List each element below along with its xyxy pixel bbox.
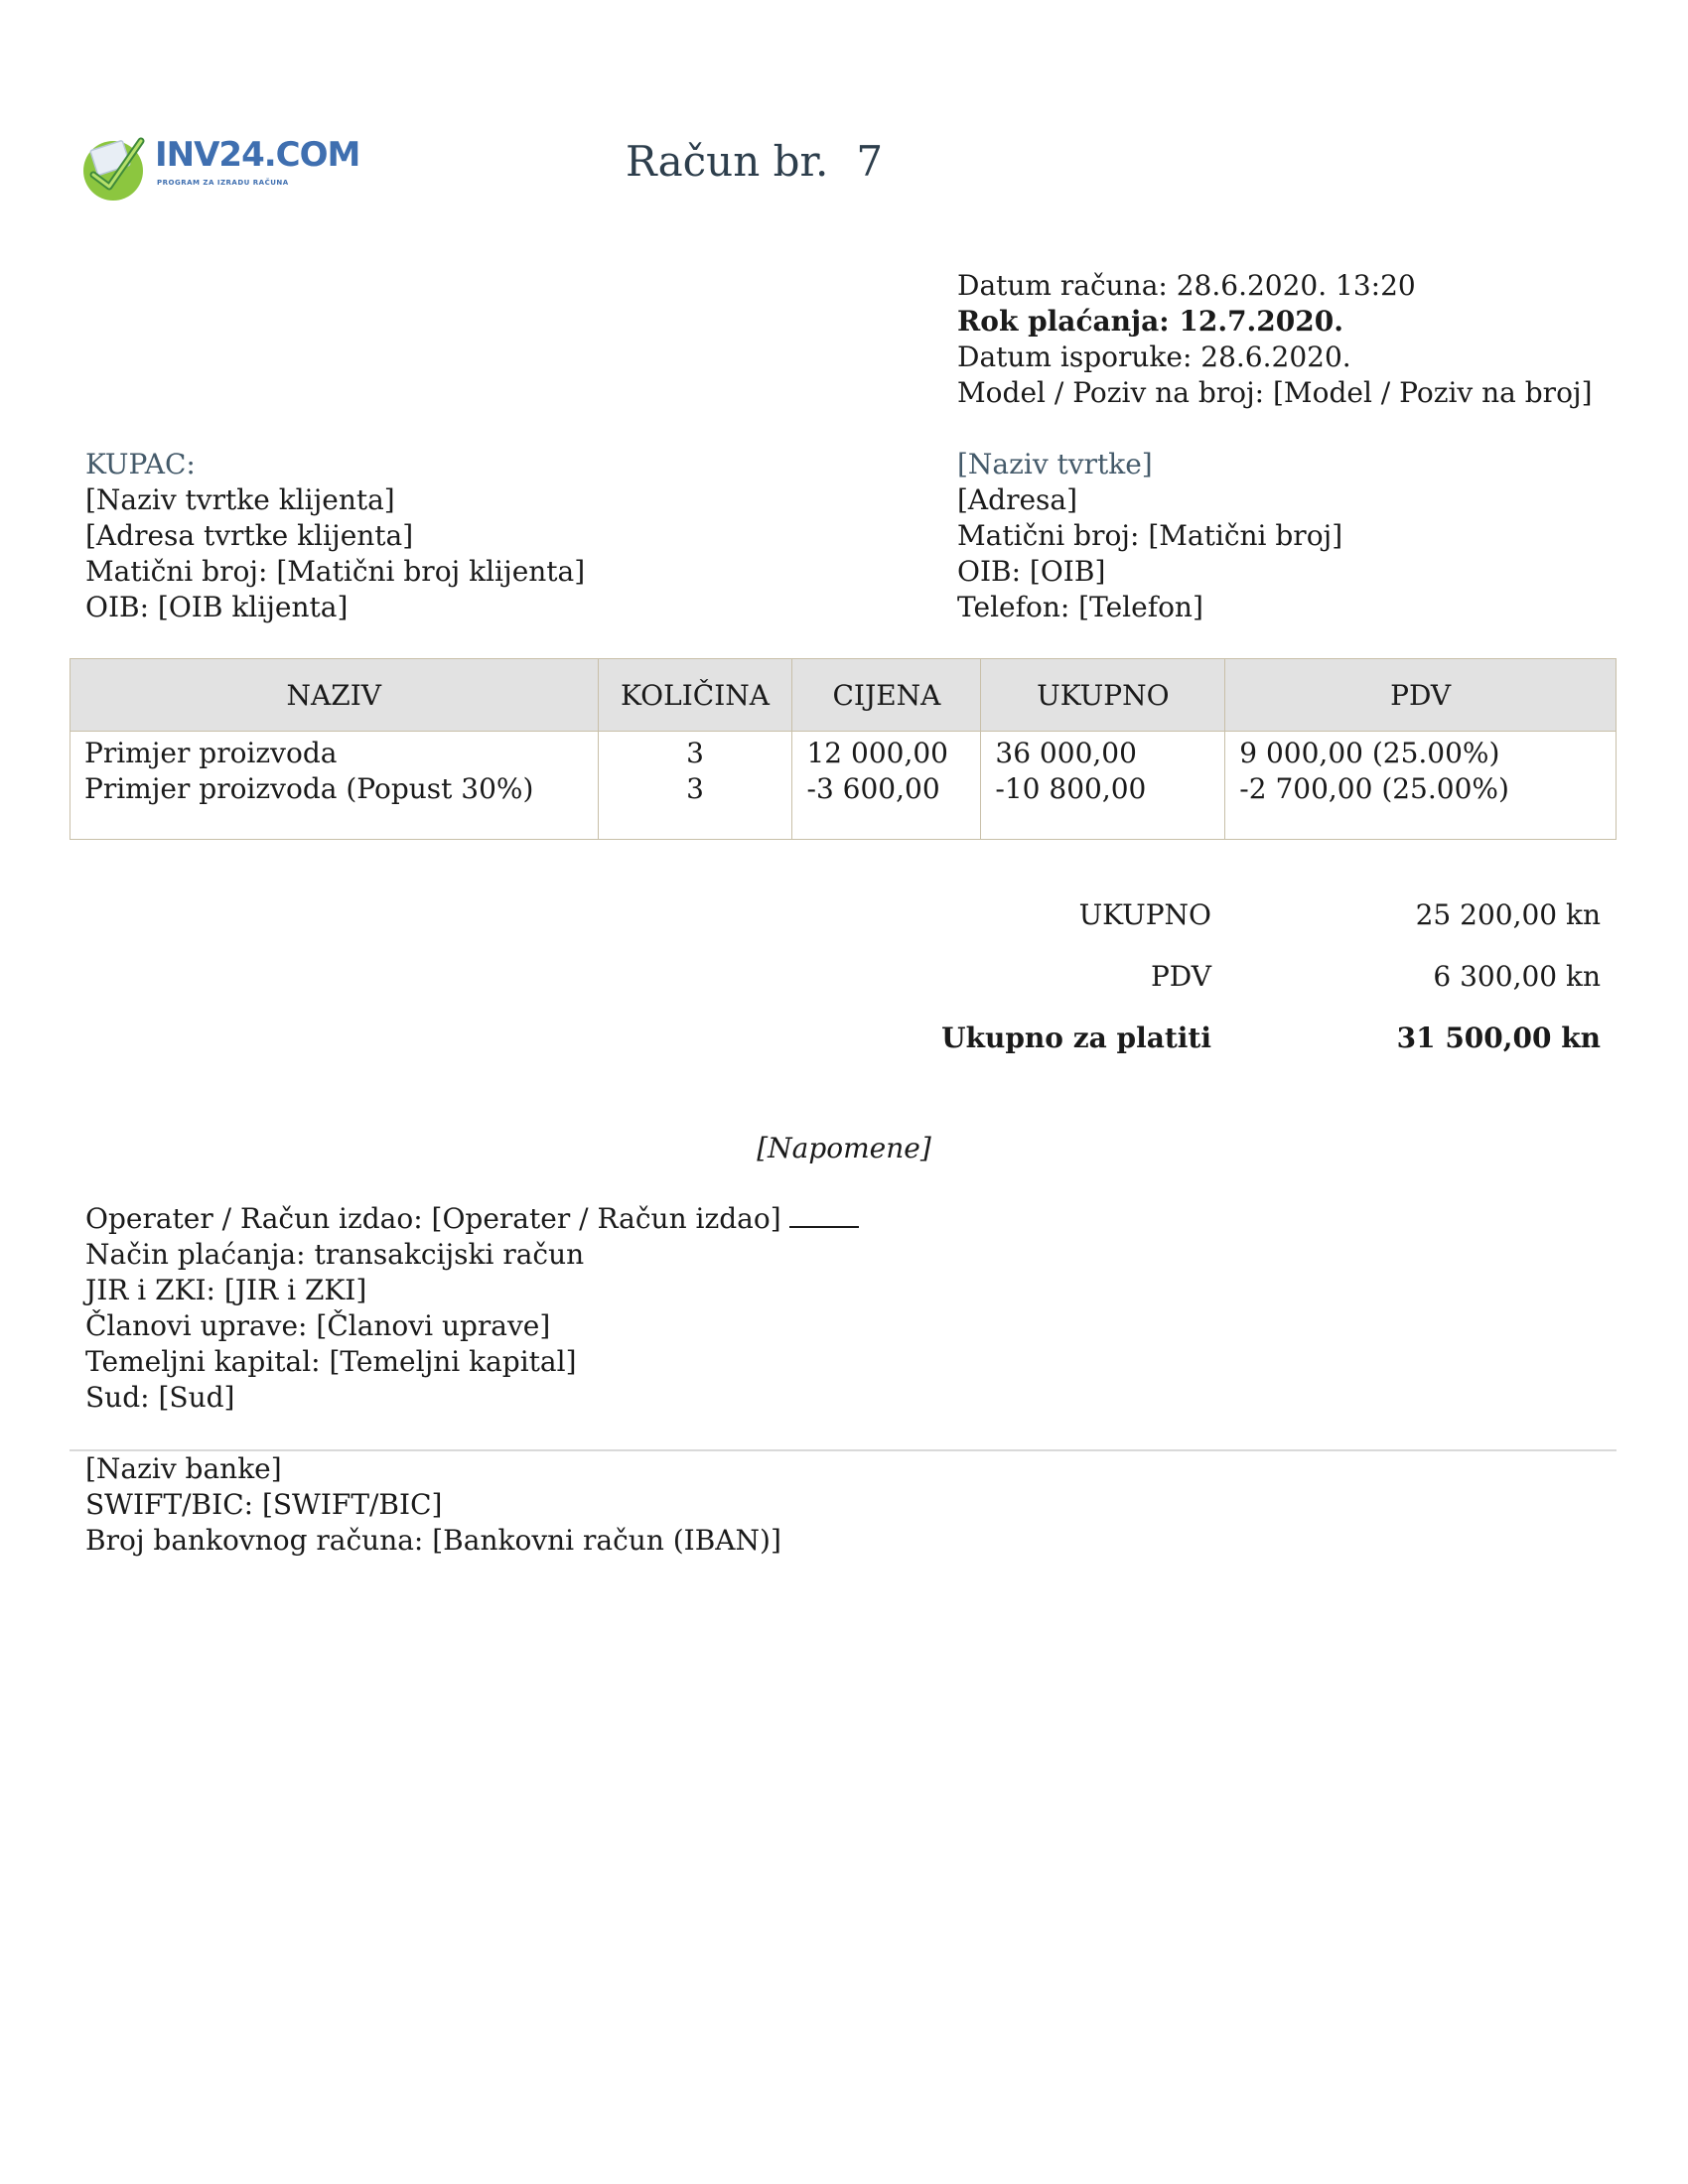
invoice-title-label: Račun br. xyxy=(626,137,829,186)
header-cijena: CIJENA xyxy=(792,659,981,732)
bank-name: [Naziv banke] xyxy=(85,1452,282,1485)
price-value: 12 000,00 xyxy=(806,737,948,769)
line-total-value: 36 000,00 xyxy=(995,737,1137,769)
table-header-row xyxy=(70,659,1617,732)
buyer-name: [Naziv tvrtke klijenta] xyxy=(85,483,395,516)
jir-zki: JIR i ZKI: [JIR i ZKI] xyxy=(85,1274,367,1306)
line-total-value: -10 800,00 xyxy=(995,772,1147,805)
cell-kolicina xyxy=(598,732,792,840)
items-table xyxy=(70,658,1617,840)
grand-total-value: 31 500,00 kn xyxy=(1396,1022,1601,1054)
buyer-oib: OIB: [OIB klijenta] xyxy=(85,591,349,623)
logo-name: INV24.COM xyxy=(155,135,360,175)
logo-check-icon xyxy=(79,131,151,203)
cell-cijena xyxy=(792,732,981,840)
table-body xyxy=(70,732,1617,840)
table-row: Primjer proizvoda (Popust 30%) xyxy=(84,772,534,805)
seller-block xyxy=(957,447,1342,625)
seller-name: [Naziv tvrtke] xyxy=(957,448,1153,480)
buyer-address: [Adresa tvrtke klijenta] xyxy=(85,519,414,552)
logo-tagline: PROGRAM ZA IZRADU RAČUNA xyxy=(157,179,289,187)
cell-ukupno xyxy=(981,732,1225,840)
subtotal-label: UKUPNO xyxy=(1078,898,1211,931)
quantity-value: 3 xyxy=(686,772,704,805)
bank-swift: SWIFT/BIC: [SWIFT/BIC] xyxy=(85,1488,443,1521)
invoice-number: 7 xyxy=(856,137,884,186)
seller-phone: Telefon: [Telefon] xyxy=(957,591,1203,623)
payment-method: Način plaćanja: transakcijski račun xyxy=(85,1238,585,1271)
invoice-date: Datum računa: 28.6.2020. 13:20 xyxy=(957,269,1416,302)
table-row: Primjer proizvoda xyxy=(84,737,338,769)
bank-info xyxy=(85,1451,781,1559)
share-capital: Temeljni kapital: [Temeljni kapital] xyxy=(85,1345,577,1378)
vat-value: -2 700,00 (25.00%) xyxy=(1239,772,1509,805)
grand-total-label: Ukupno za platiti xyxy=(941,1022,1211,1054)
header-kolicina: KOLIČINA xyxy=(598,659,792,732)
buyer-block xyxy=(85,447,585,625)
vat-value: 9 000,00 (25.00%) xyxy=(1239,737,1500,769)
court: Sud: [Sud] xyxy=(85,1381,235,1414)
company-logo xyxy=(79,129,360,206)
delivery-date: Datum isporuke: 28.6.2020. xyxy=(957,341,1351,373)
vat-total-value: 6 300,00 kn xyxy=(1433,960,1601,993)
seller-oib: OIB: [OIB] xyxy=(957,555,1106,588)
cell-naziv xyxy=(70,732,599,840)
signature-blank xyxy=(789,1204,859,1228)
bank-iban: Broj bankovnog računa: [Bankovni račun (IBAN)] xyxy=(85,1524,781,1557)
due-date: Rok plaćanja: 12.7.2020. xyxy=(957,305,1343,338)
seller-reg-number: Matični broj: [Matični broj] xyxy=(957,519,1343,552)
subtotal-value: 25 200,00 kn xyxy=(1415,898,1601,931)
seller-address: [Adresa] xyxy=(957,483,1078,516)
cell-pdv xyxy=(1225,732,1617,840)
footer-info xyxy=(85,1201,859,1416)
notes: [Napomene] xyxy=(757,1132,931,1164)
header-pdv: PDV xyxy=(1225,659,1617,732)
buyer-heading: KUPAC: xyxy=(85,448,196,480)
buyer-reg-number: Matični broj: [Matični broj klijenta] xyxy=(85,555,586,588)
operator-text: Operater / Račun izdao: [Operater / Račun izdao] xyxy=(85,1202,781,1235)
board-members: Članovi uprave: [Članovi uprave] xyxy=(85,1309,551,1342)
header-naziv: NAZIV xyxy=(70,659,599,732)
header-ukupno: UKUPNO xyxy=(981,659,1225,732)
price-value: -3 600,00 xyxy=(806,772,940,805)
quantity-value: 3 xyxy=(686,737,704,769)
operator-line xyxy=(85,1201,859,1237)
invoice-dates xyxy=(957,268,1593,411)
invoice-title xyxy=(626,137,883,186)
vat-total-label: PDV xyxy=(1150,960,1211,993)
payment-reference: Model / Poziv na broj: [Model / Poziv na broj] xyxy=(957,376,1593,409)
